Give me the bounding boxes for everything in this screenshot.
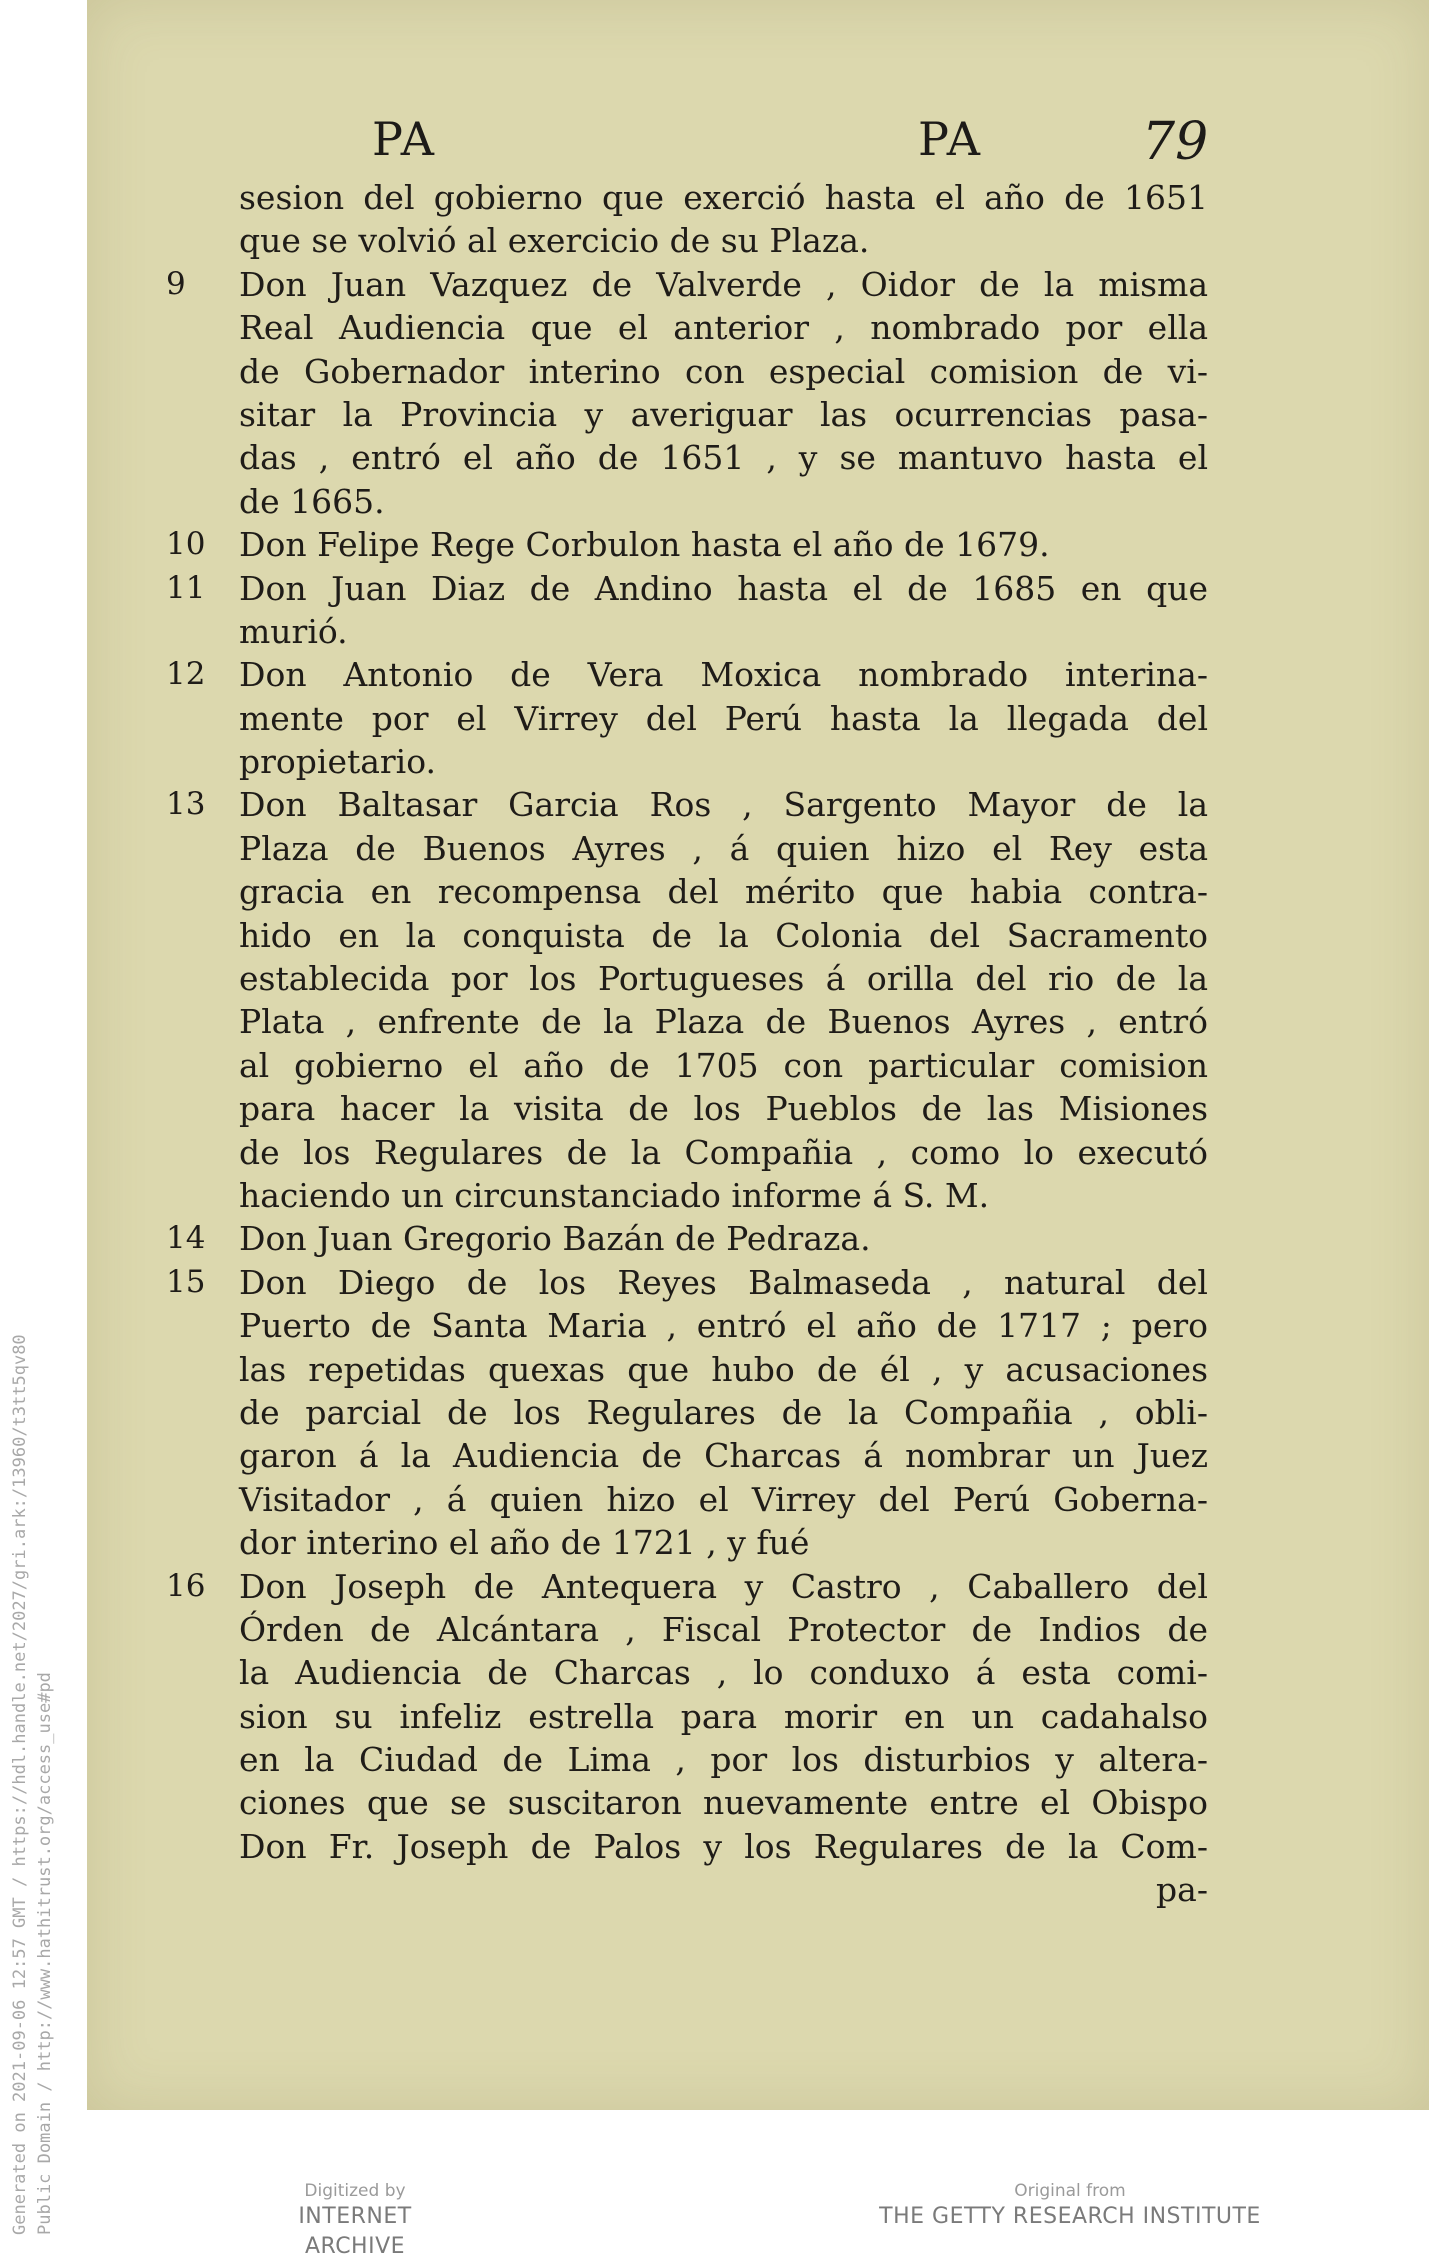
line-text: mente por el Virrey del Perú hasta la llegada del bbox=[239, 698, 1208, 738]
text-line bbox=[166, 653, 1208, 696]
line-text: murió. bbox=[239, 611, 348, 651]
line-text: Don Joseph de Antequera y Castro , Caballero del bbox=[239, 1566, 1208, 1606]
hathitrust-watermark bbox=[8, 1035, 58, 2235]
text-line bbox=[166, 957, 1208, 1000]
text-line bbox=[166, 1217, 1208, 1260]
watermark-line-1: Generated on 2021-09-06 12:57 GMT / https://hdl.handle.net/2027/gri.ark:/13960/t3tt5qv80 bbox=[10, 1334, 30, 2235]
text-line bbox=[166, 1521, 1208, 1564]
text-line bbox=[166, 480, 1208, 523]
line-text: Real Audiencia que el anterior , nombrado por ella bbox=[239, 308, 1208, 348]
digitized-by-label: Digitized by bbox=[304, 2181, 406, 2201]
line-text: Puerto de Santa Maria , entró el año de 1717 ; pero bbox=[239, 1306, 1208, 1346]
text-line bbox=[166, 1000, 1208, 1043]
line-text: Órden de Alcántara , Fiscal Protector de Indios de bbox=[239, 1609, 1208, 1649]
line-text: das , entró el año de 1651 , y se mantuvo hasta el bbox=[239, 438, 1208, 478]
line-text: haciendo un circunstanciado informe á S. M. bbox=[239, 1175, 990, 1215]
line-text: de Gobernador interino con especial comision de vi- bbox=[239, 351, 1208, 391]
entry-number: 9 bbox=[166, 265, 186, 302]
entry-number: 15 bbox=[166, 1263, 206, 1300]
text-line bbox=[166, 219, 1208, 262]
line-text: de los Regulares de la Compañia , como lo executó bbox=[239, 1132, 1208, 1172]
digitization-footer bbox=[0, 2180, 1429, 2259]
text-line bbox=[166, 1825, 1208, 1868]
line-text: Don Juan Gregorio Bazán de Pedraza. bbox=[239, 1219, 871, 1259]
entry-number: 16 bbox=[166, 1567, 206, 1604]
getty-label: THE GETTY RESEARCH INSTITUTE bbox=[879, 2204, 1261, 2229]
text-line bbox=[166, 870, 1208, 913]
original-from bbox=[870, 2180, 1270, 2232]
text-line bbox=[166, 567, 1208, 610]
line-text: ciones que se suscitaron nuevamente entre el Obispo bbox=[239, 1783, 1208, 1823]
text-line bbox=[166, 393, 1208, 436]
body-text bbox=[166, 176, 1208, 1912]
text-line bbox=[166, 1348, 1208, 1391]
text-line bbox=[166, 827, 1208, 870]
line-text: de 1665. bbox=[239, 481, 385, 521]
text-line bbox=[166, 176, 1208, 219]
entry-number: 14 bbox=[166, 1220, 206, 1257]
line-text: sesion del gobierno que exerció hasta el año de 1651 bbox=[239, 178, 1208, 217]
text-line bbox=[166, 1565, 1208, 1608]
line-text: Don Antonio de Vera Moxica nombrado interina- bbox=[239, 655, 1208, 695]
line-text: Don Juan Diaz de Andino hasta el de 1685 en que bbox=[239, 568, 1208, 608]
line-text: Plaza de Buenos Ayres , á quien hizo el Rey esta bbox=[239, 828, 1208, 868]
line-text: garon á la Audiencia de Charcas á nombrar un Juez bbox=[239, 1436, 1208, 1476]
text-line bbox=[166, 1608, 1208, 1651]
line-text: Don Fr. Joseph de Palos y los Regulares de la Com- bbox=[239, 1826, 1208, 1866]
digitized-by bbox=[245, 2180, 465, 2262]
entry-number: 12 bbox=[166, 656, 206, 693]
text-line bbox=[166, 436, 1208, 479]
line-text: Don Felipe Rege Corbulon hasta el año de 1679. bbox=[239, 525, 1050, 565]
line-text: gracia en recompensa del mérito que habia contra- bbox=[239, 872, 1208, 912]
original-from-label: Original from bbox=[1014, 2181, 1126, 2201]
text-line bbox=[166, 1781, 1208, 1824]
text-line bbox=[166, 914, 1208, 957]
entry-number: 13 bbox=[166, 786, 206, 823]
line-text: dor interino el año de 1721 , y fué bbox=[239, 1523, 810, 1563]
header-left: PA bbox=[372, 112, 436, 166]
text-line bbox=[166, 697, 1208, 740]
text-line bbox=[166, 1174, 1208, 1217]
header-right: PA bbox=[918, 112, 982, 166]
line-text: al gobierno el año de 1705 con particular comision bbox=[239, 1045, 1208, 1085]
line-text: sion su infeliz estrella para morir en un cadahalso bbox=[239, 1696, 1208, 1736]
internet-archive-label: INTERNET ARCHIVE bbox=[298, 2204, 412, 2259]
line-text: de parcial de los Regulares de la Compañia , obli- bbox=[239, 1392, 1208, 1432]
text-line bbox=[166, 1304, 1208, 1347]
line-text: sitar la Provincia y averiguar las ocurrencias pasa- bbox=[239, 394, 1208, 434]
text-line bbox=[166, 1131, 1208, 1174]
line-text: hido en la conquista de la Colonia del Sacramento bbox=[239, 915, 1208, 955]
line-text: pa- bbox=[1156, 1870, 1208, 1910]
text-line bbox=[166, 1868, 1208, 1911]
line-text: las repetidas quexas que hubo de él , y acusaciones bbox=[239, 1349, 1208, 1389]
entry-number: 10 bbox=[166, 526, 206, 563]
text-line bbox=[166, 1087, 1208, 1130]
text-line bbox=[166, 740, 1208, 783]
text-line bbox=[166, 1478, 1208, 1521]
text-line bbox=[166, 1044, 1208, 1087]
line-text: propietario. bbox=[239, 742, 437, 782]
text-line bbox=[166, 1651, 1208, 1694]
line-text: Don Diego de los Reyes Balmaseda , natural del bbox=[239, 1262, 1208, 1302]
line-text: Don Juan Vazquez de Valverde , Oidor de la misma bbox=[239, 264, 1208, 304]
text-line bbox=[166, 350, 1208, 393]
line-text: Plata , enfrente de la Plaza de Buenos Ayres , entró bbox=[239, 1002, 1208, 1042]
text-line bbox=[166, 610, 1208, 653]
line-text: Visitador , á quien hizo el Virrey del Perú Goberna- bbox=[239, 1479, 1208, 1519]
text-line bbox=[166, 1261, 1208, 1304]
text-line bbox=[166, 523, 1208, 566]
text-line bbox=[166, 1434, 1208, 1477]
text-line bbox=[166, 263, 1208, 306]
line-text: que se volvió al exercicio de su Plaza. bbox=[239, 221, 870, 261]
line-text: establecida por los Portugueses á orilla del rio de la bbox=[239, 959, 1208, 999]
page-number: 79 bbox=[1142, 112, 1209, 172]
text-line bbox=[166, 1738, 1208, 1781]
watermark-line-2: Public Domain / http://www.hathitrust.org/access_use#pd bbox=[35, 1672, 55, 2235]
text-line bbox=[166, 783, 1208, 826]
line-text: en la Ciudad de Lima , por los disturbios y altera- bbox=[239, 1740, 1208, 1780]
entry-number: 11 bbox=[166, 569, 206, 606]
text-line bbox=[166, 1391, 1208, 1434]
line-text: Don Baltasar Garcia Ros , Sargento Mayor de la bbox=[239, 785, 1208, 825]
text-line bbox=[166, 1695, 1208, 1738]
line-text: para hacer la visita de los Pueblos de las Misiones bbox=[239, 1089, 1208, 1129]
line-text: la Audiencia de Charcas , lo conduxo á esta comi- bbox=[239, 1653, 1208, 1693]
text-line bbox=[166, 306, 1208, 349]
